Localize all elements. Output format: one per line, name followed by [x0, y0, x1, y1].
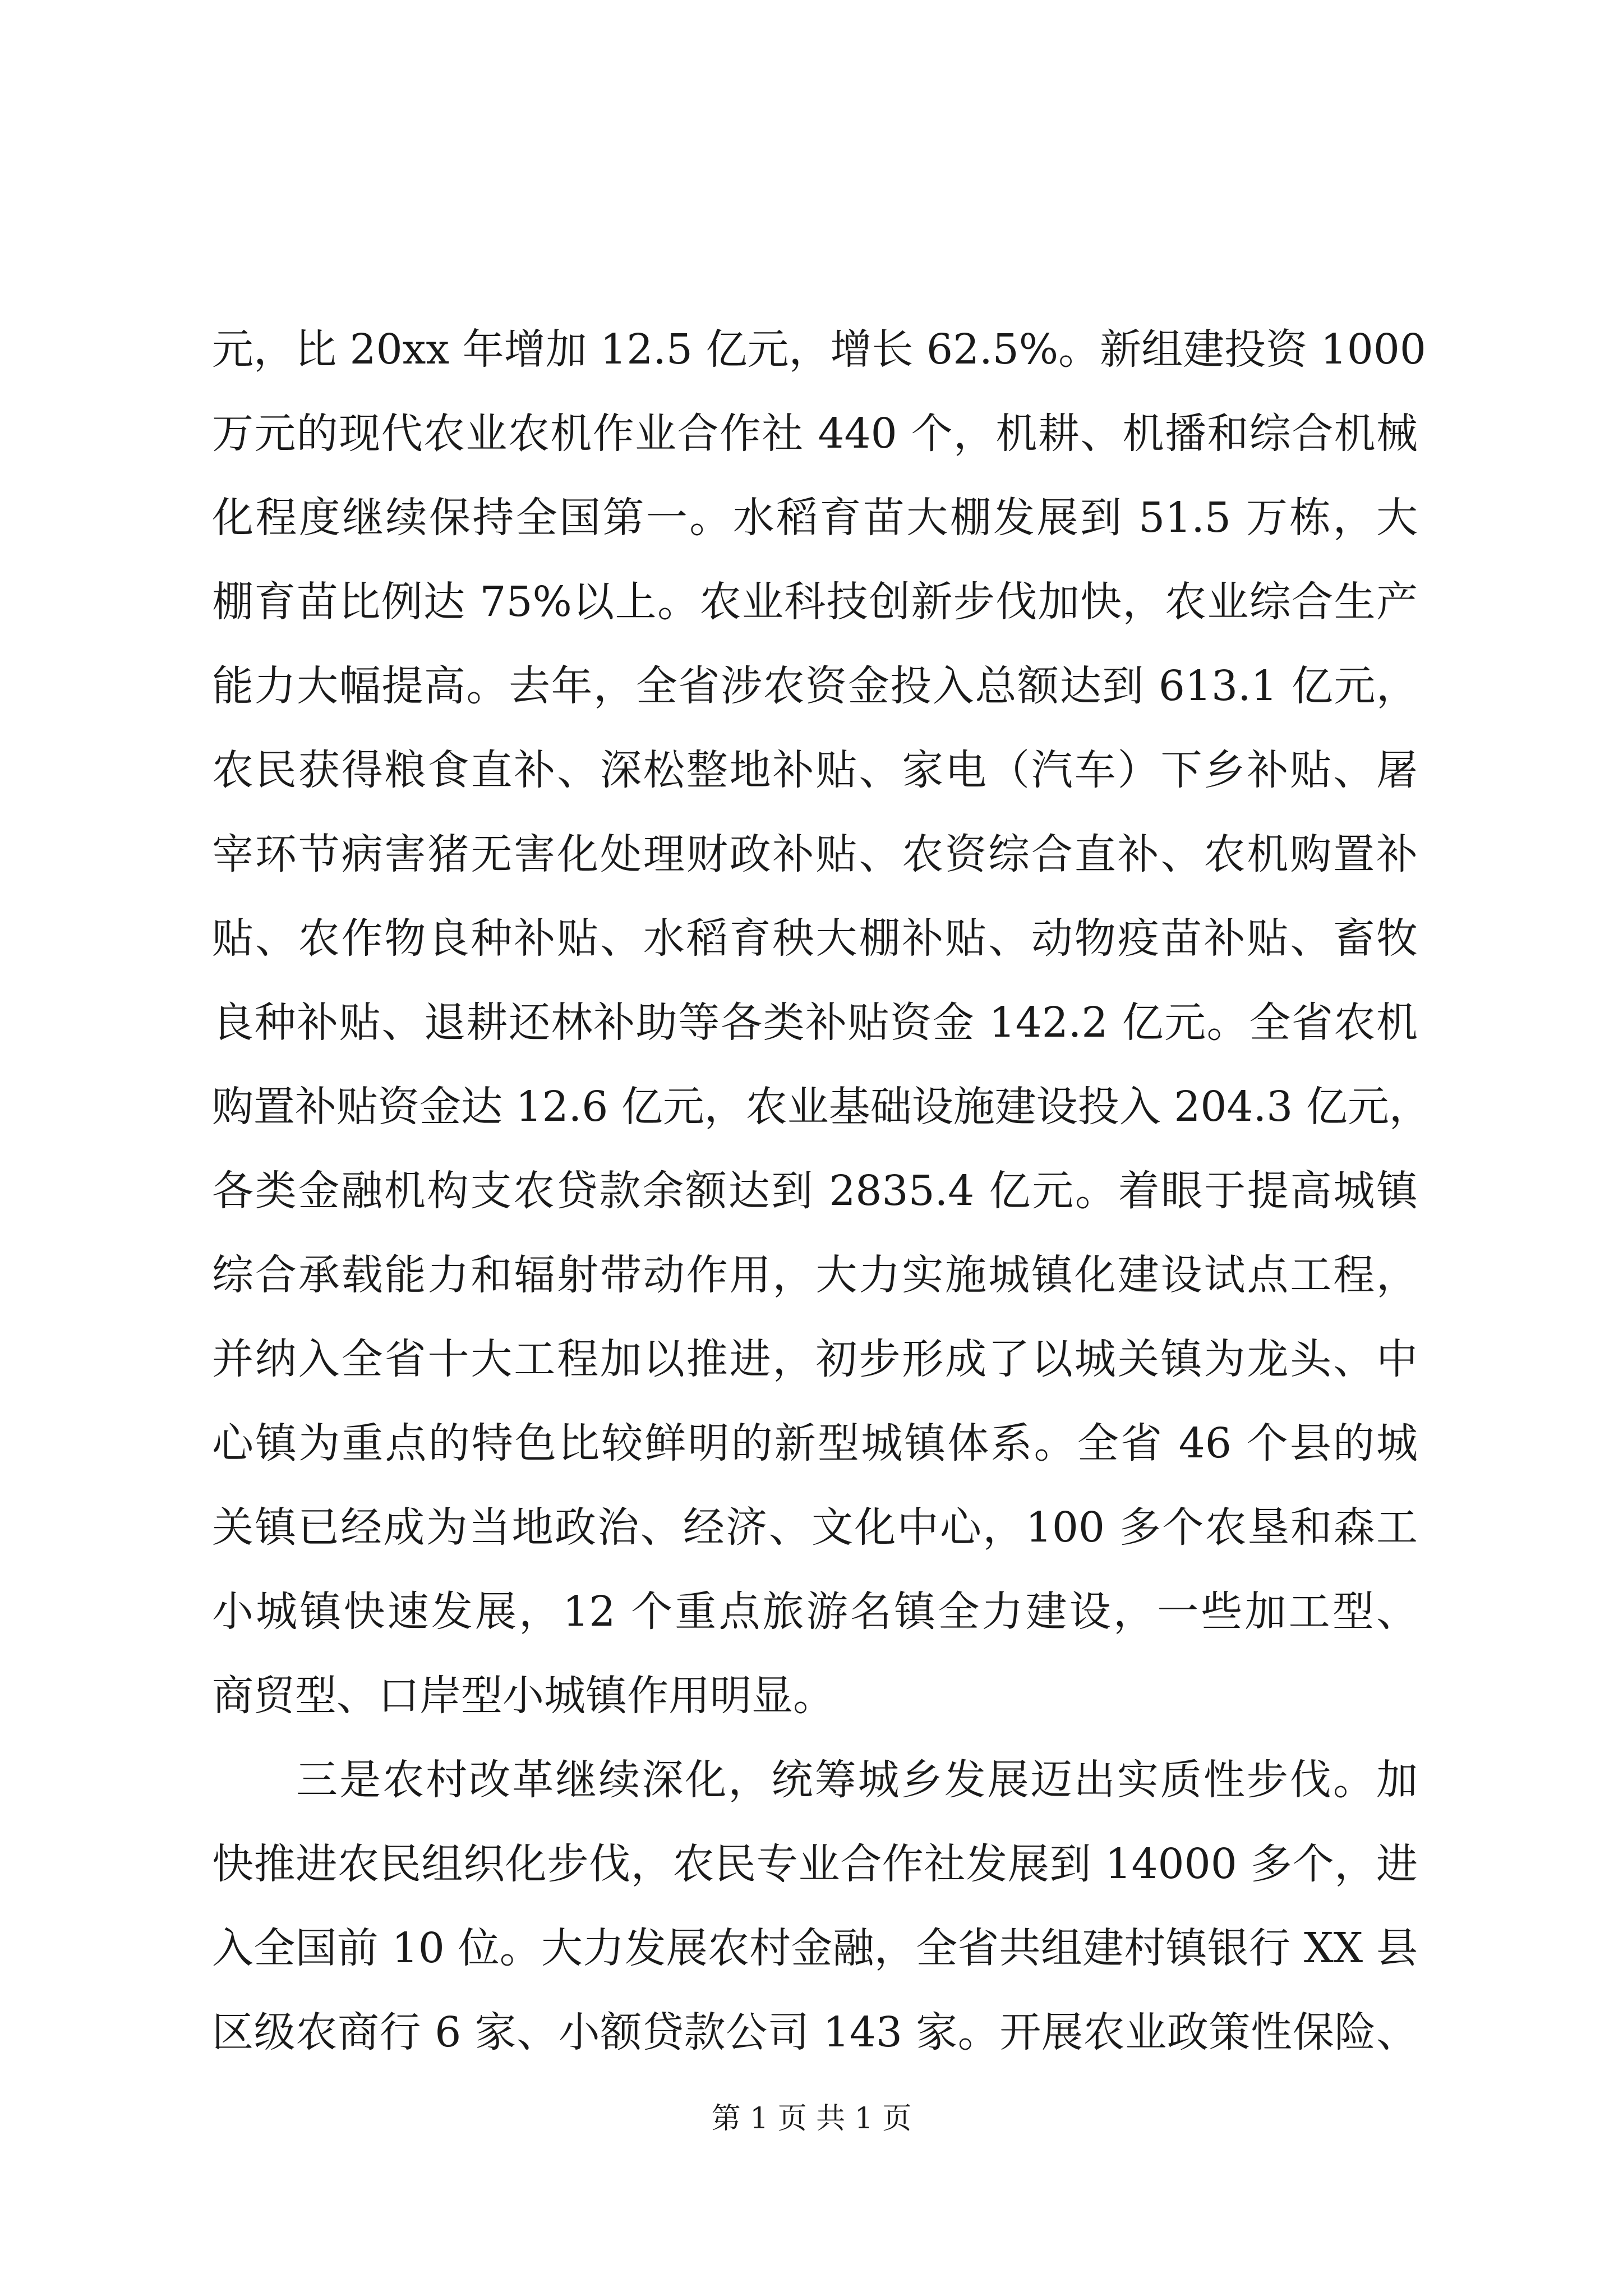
text-line: 宰环节病害猪无害化处理财政补贴、农资综合直补、农机购置补: [212, 830, 1418, 878]
text-line: 入全国前 10 位。大力发展农村金融，全省共组建村镇银行 XX 县: [212, 1924, 1418, 1972]
text-line: 万元的现代农业农机作业合作社 440 个，机耕、机播和综合机械: [212, 409, 1418, 458]
text-line: 心镇为重点的特色比较鲜明的新型城镇体系。全省 46 个县的城: [212, 1419, 1418, 1467]
text-line: 能力大幅提高。去年，全省涉农资金投入总额达到 613.1 亿元，: [212, 662, 1418, 710]
text-line: 化程度继续保持全国第一。水稻育苗大棚发展到 51.5 万栋，大: [212, 494, 1418, 542]
page-number-label: 第 1 页 共 1 页: [711, 2102, 912, 2136]
text-line: 商贸型、口岸型小城镇作用明显。: [212, 1672, 834, 1720]
text-line: 并纳入全省十大工程加以推进，初步形成了以城关镇为龙头、中: [212, 1335, 1418, 1383]
text-line: 农民获得粮食直补、深松整地补贴、家电（汽车）下乡补贴、屠: [212, 746, 1418, 794]
text-line: 贴、农作物良种补贴、水稻育秧大棚补贴、动物疫苗补贴、畜牧: [212, 914, 1418, 963]
text-line: 各类金融机构支农贷款余额达到 2835.4 亿元。着眼于提高城镇: [212, 1167, 1418, 1215]
paragraph-first-line: 三是农村改革继续深化，统筹城乡发展迈出实质性步伐。加: [296, 1756, 1418, 1804]
text-line: 区级农商行 6 家、小额贷款公司 143 家。开展农业政策性保险、: [212, 2008, 1418, 2056]
text-line: 良种补贴、退耕还林补助等各类补贴资金 142.2 亿元。全省农机: [212, 999, 1418, 1047]
text-line: 关镇已经成为当地政治、经济、文化中心，100 多个农垦和森工: [212, 1503, 1418, 1552]
text-line: 棚育苗比例达 75%以上。农业科技创新步伐加快，农业综合生产: [212, 578, 1418, 626]
page-footer: [0, 2099, 1623, 2138]
text-line: 元，比 20xx 年增加 12.5 亿元，增长 62.5%。新组建投资 1000: [212, 325, 1426, 374]
text-line: 购置补贴资金达 12.6 亿元，农业基础设施建设投入 204.3 亿元，: [212, 1083, 1431, 1131]
text-line: 综合承载能力和辐射带动作用，大力实施城镇化建设试点工程，: [212, 1251, 1418, 1299]
body-text: [212, 307, 1431, 2074]
text-line: 小城镇快速发展，12 个重点旅游名镇全力建设，一些加工型、: [212, 1588, 1418, 1636]
text-line: 快推进农民组织化步伐，农民专业合作社发展到 14000 多个，进: [212, 1840, 1418, 1888]
